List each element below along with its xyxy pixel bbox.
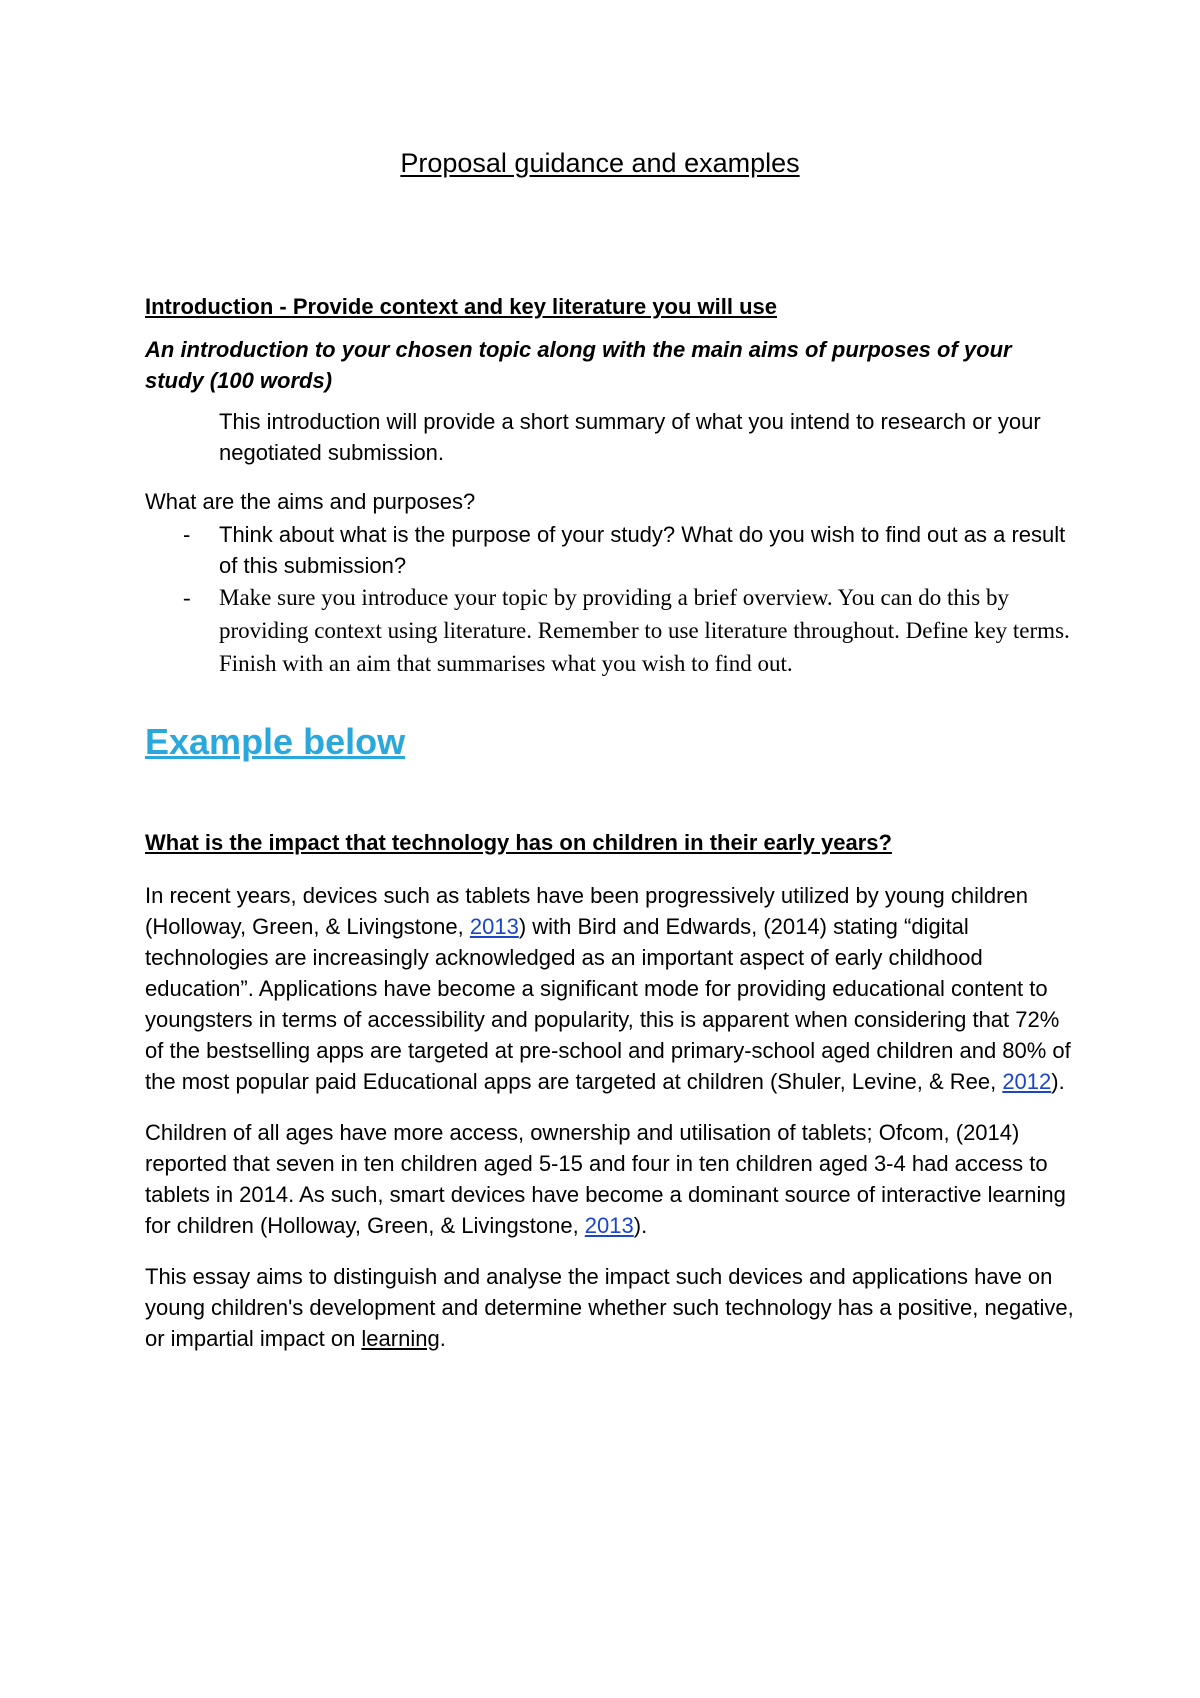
list-item [145, 519, 1075, 581]
bullet-dash: - [183, 522, 191, 547]
citation-link-2013[interactable]: 2013 [584, 1213, 634, 1238]
paragraph-text: ) with Bird and Edwards, (2014) stating “digital technologies are increasingly acknowledged as an important aspect of early childhood education”. Applications have become a significant mode for providing educational content to youngsters in terms of accessibility and popularity, this is apparent when considering that 72% of the bestselling apps are targeted at pre-school and primary-school aged children and 80% of the most popular paid Educational apps are targeted at children (Shuler, Levine, & Ree, [145, 914, 1071, 1094]
list-item [145, 581, 1075, 680]
document-body [145, 292, 1075, 1374]
paragraph-text: This essay aims to distinguish and analyse the impact such devices and applications have on young children's development and determine whether such technology has a positive, negative, or impartial impact on [145, 1264, 1074, 1351]
example-question-heading: What is the impact that technology has on children in their early years? [145, 830, 892, 855]
citation-link-2013[interactable]: 2013 [469, 914, 519, 939]
paragraph-text: . [439, 1326, 446, 1351]
example-paragraph-3 [145, 1261, 1075, 1354]
page-title: Proposal guidance and examples [400, 148, 800, 178]
citation-link-2012[interactable]: 2012 [1002, 1069, 1052, 1094]
intro-summary-paragraph: This introduction will provide a short summary of what you intend to research or your negotiated submission. [219, 409, 1041, 465]
bullet-text: Think about what is the purpose of your study? What do you wish to find out as a result of this submission? [219, 522, 1066, 578]
example-paragraph-1 [145, 880, 1075, 1097]
paragraph-text: Children of all ages have more access, ownership and utilisation of tablets; Ofcom, (2014) reported that seven in ten children aged 5-15 and four in ten children aged 3-4 had access to tablets in 2014. As such, smart devices have become a dominant source of interactive learning for children (Holloway, Green, & Livingstone, [145, 1120, 1066, 1238]
example-heading: Example below [145, 721, 406, 762]
example-paragraph-2 [145, 1117, 1075, 1241]
bullet-dash: - [183, 585, 191, 610]
intro-heading: Introduction - Provide context and key literature you will use [145, 294, 778, 319]
aims-bullet-list [145, 519, 1075, 680]
aims-question: What are the aims and purposes? [145, 489, 476, 514]
paragraph-text: ). [1051, 1069, 1065, 1094]
intro-subheading: An introduction to your chosen topic along with the main aims of purposes of your study (100 words) [145, 337, 1012, 393]
paragraph-text: In recent years, devices such as tablets have been progressively utilized by young children (Holloway, Green, & Livingstone, [145, 883, 1028, 939]
bullet-text: Make sure you introduce your topic by providing a brief overview. You can do this by providing context using literature. Remember to use literature throughout. Define key terms. Finish with an aim that summarises what you wish to find out. [219, 585, 1070, 676]
paragraph-text: ). [633, 1213, 648, 1238]
underlined-word: learning [361, 1326, 440, 1351]
